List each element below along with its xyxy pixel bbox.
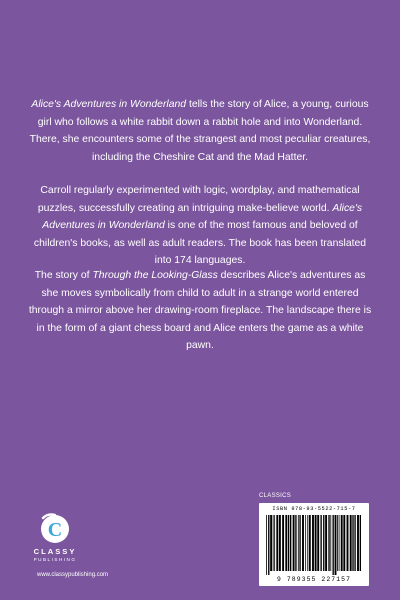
barcode-bar bbox=[266, 515, 267, 575]
barcode-bar bbox=[317, 515, 319, 571]
barcode-bar bbox=[320, 515, 321, 571]
barcode-bar bbox=[293, 515, 295, 571]
book-title: Through the Looking-Glass bbox=[92, 270, 218, 281]
barcode-bar bbox=[330, 515, 331, 571]
barcode-bar bbox=[282, 515, 284, 571]
paragraph-text: is one of the most famous and beloved of children's books, as well as adult readers. The book has been translated into 174 languages. bbox=[33, 220, 367, 267]
barcode-bar bbox=[341, 515, 343, 571]
paragraph-1 bbox=[28, 96, 372, 166]
barcode-bar bbox=[337, 515, 338, 571]
barcode-bar bbox=[357, 515, 359, 571]
barcode-bar bbox=[299, 515, 300, 571]
paragraph-text: Carroll regularly experimented with logic, wordplay, and mathematical puzzles, successfully creating an intriguing make-believe world. bbox=[37, 185, 360, 214]
category-label: CLASSICS bbox=[259, 493, 292, 499]
paragraph-2 bbox=[28, 182, 372, 270]
barcode-bar bbox=[274, 515, 275, 571]
barcode-icon bbox=[266, 515, 362, 575]
barcode-bar bbox=[347, 515, 349, 571]
barcode-bar bbox=[323, 515, 324, 571]
barcode-bar bbox=[288, 515, 289, 571]
barcode-bar bbox=[360, 515, 361, 571]
barcode-bar bbox=[352, 515, 353, 571]
barcode-bar bbox=[312, 515, 314, 571]
barcode-bar bbox=[339, 515, 340, 571]
publisher-url: www.classypublishing.com bbox=[37, 572, 109, 578]
barcode-bar bbox=[343, 515, 345, 571]
barcode-bar bbox=[333, 515, 334, 575]
barcode-bar bbox=[328, 515, 329, 571]
barcode-bar bbox=[305, 515, 306, 571]
barcode-bar bbox=[290, 515, 291, 571]
barcode-bar bbox=[315, 515, 317, 571]
logo-letter: C bbox=[47, 519, 63, 541]
book-title: Alice's Adventures in Wonderland bbox=[42, 202, 363, 232]
barcode-bar bbox=[298, 515, 299, 571]
paragraph-3 bbox=[28, 267, 372, 355]
barcode-bar bbox=[335, 515, 337, 575]
paragraph-text: describes Alice's adventures as she moves symbolically from child to adult in a strange world entered through a mirror above her drawing-room fireplace. The landscape there is in the form of a giant chess board and Alice enters the game as a white pawn. bbox=[28, 270, 372, 352]
barcode-bar bbox=[325, 515, 327, 571]
book-title: Alice's Adventures in Wonderland bbox=[31, 99, 187, 110]
classy-logo-icon bbox=[40, 512, 70, 545]
barcode-box bbox=[259, 503, 369, 586]
paragraph-text: The story of bbox=[34, 270, 93, 281]
barcode-bar bbox=[285, 515, 287, 571]
barcode-bar bbox=[273, 515, 274, 571]
barcode-bar bbox=[279, 515, 281, 571]
barcode-digits: 9 789355 227157 bbox=[276, 576, 352, 583]
publisher-name: CLASSY bbox=[33, 547, 77, 556]
publisher-logo bbox=[30, 512, 80, 562]
barcode-bar bbox=[307, 515, 308, 571]
barcode-bar bbox=[350, 515, 352, 571]
paragraph-text: tells the story of Alice, a young, curious girl who follows a white rabbit down a rabbit hole and into Wonderland. There, she encounters some of the strangest and most peculiar creatures, including the Cheshire Cat and the Mad Hatter. bbox=[29, 99, 371, 163]
barcode-bar bbox=[276, 515, 278, 571]
barcode-bar bbox=[295, 515, 296, 571]
barcode-bar bbox=[309, 515, 311, 571]
isbn-label: ISBN 978-93-5522-715-7 bbox=[272, 506, 356, 512]
barcode-bar bbox=[354, 515, 355, 571]
barcode-bar bbox=[270, 515, 272, 571]
barcode-bar bbox=[302, 515, 304, 571]
barcode-bar bbox=[268, 515, 269, 575]
publisher-subname: PUBLISHING bbox=[33, 557, 77, 562]
